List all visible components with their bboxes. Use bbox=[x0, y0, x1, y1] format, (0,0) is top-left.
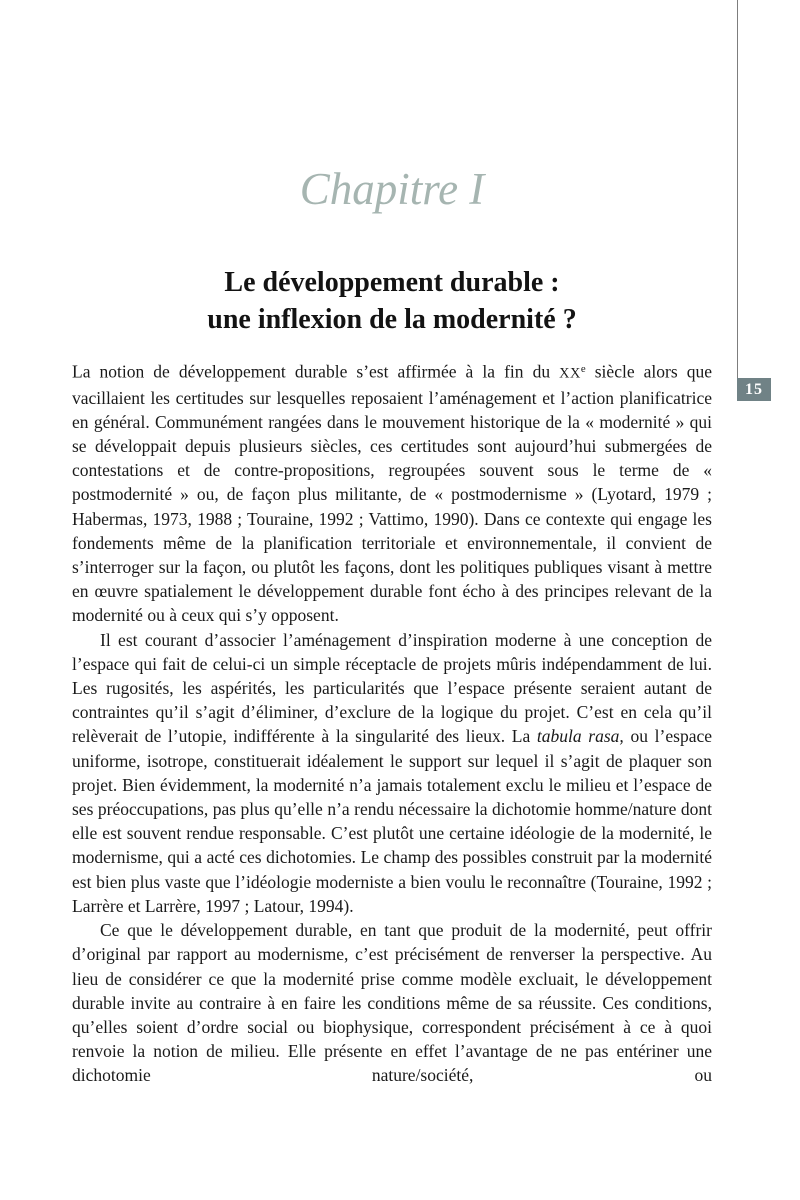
chapter-title-line2: une inflexion de la modernité ? bbox=[207, 304, 577, 335]
body-text bbox=[72, 357, 712, 1088]
chapter-heading: Chapitre I bbox=[299, 164, 485, 214]
page-number-badge: 15 bbox=[737, 378, 771, 401]
margin-rule bbox=[737, 0, 738, 378]
paragraph: Il est courant d’associer l’aménagement d’inspiration moderne à une conception de l’espace qui fait de celui-ci un simple réceptacle de projets mûris indépendamment de lui. Les rugosités, les aspérités, les particularités que l’espace présente seraient autant de contraintes qu’il s’agit d’éliminer, d’exclure de la logique du projet. C’est en cela qu’il relèverait de l’utopie, indifférente à la singularité des lieux. La tabula rasa, ou l’espace uniforme, isotrope, constituerait idéalement le support sur lequel il s’agit de plaquer son projet. Bien évidemment, la modernité n’a jamais totalement exclu le milieu et l’espace de ses préoccupations, pas plus qu’elle n’a rendu nécessaire la dichotomie homme/nature dont elle est souvent rendue responsable. C’est plutôt une certaine idéologie de la modernité, le modernisme, qui a acté ces dichotomies. Le champ des possibles construit par la modernité est bien plus vaste que l’idéologie moderniste a bien voulu le reconnaître (Touraine, 1992 ; Larrère et Larrère, 1997 ; Latour, 1994). bbox=[72, 629, 712, 916]
paragraph: Ce que le développement durable, en tant que produit de la modernité, peut offrir d’original par rapport au modernisme, c’est précisément de renverser la perspective. Au lieu de considérer ce que la modernité prise comme modèle excluait, le développement durable invite au contraire à en faire les conditions même de sa réussite. Ces conditions, qu’elles soient d’ordre social ou biophysique, correspondent précisément à ce à quoi renvoie la notion de milieu. Elle présente en effet l’avantage de ne pas entériner une dichotomie nature/société, ou bbox=[72, 920, 712, 1086]
paragraph: La notion de développement durable s’est affirmée à la fin du XXe siècle alors que vacillaient les certitudes sur lesquelles reposaient l’aménagement et l’action planificatrice en général. Communément rangées dans le mouvement historique de la « modernité » qui se développait depuis plusieurs siècles, ces certitudes sont aujourd’hui submergées de contestations et de contre-propositions, regroupées souvent sous le terme de « postmodernité » ou, de façon plus militante, de « postmodernisme » (Lyotard, 1979 ; Habermas, 1973, 1988 ; Touraine, 1992 ; Vattimo, 1990). Dans ce contexte qui engage les fondements même de la planification territoriale et environnementale, il convient de s’interroger sur la façon, ou plutôt les façons, dont les politiques publiques visant à mettre en œuvre spatialement le développement durable font écho à des principes relevant de la modernité ou à ceux qui s’y opposent. bbox=[72, 361, 712, 626]
chapter-title bbox=[52, 264, 732, 338]
chapter-title-line1: Le développement durable : bbox=[224, 267, 560, 298]
